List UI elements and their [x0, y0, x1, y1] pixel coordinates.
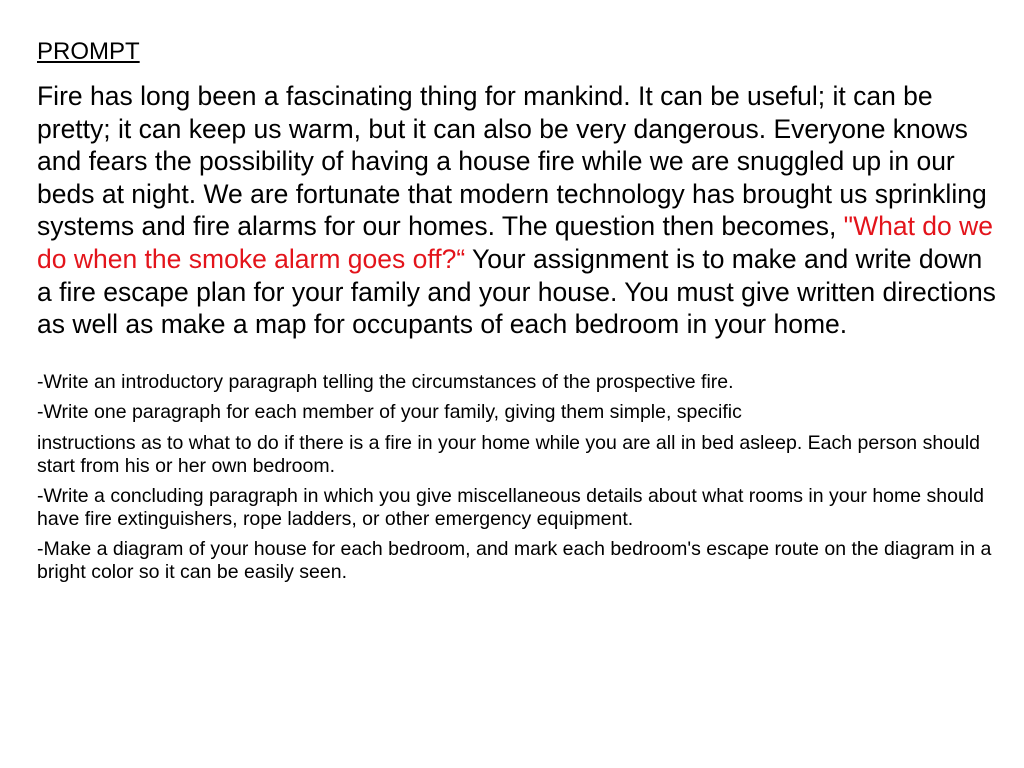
prompt-heading: PROMPT	[37, 38, 140, 65]
instructions-list	[37, 371, 997, 584]
slide-content	[37, 36, 997, 592]
instruction-item-diagram: -Make a diagram of your house for each bedroom, and mark each bedroom's escape route on the diagram in a bright color so it can be easily seen.	[37, 538, 992, 583]
prompt-text-after: Your assignment is to make and write down a fire escape plan for your family and your house. You must give written directions as well as make a map for occupants of each bedroom in your home.	[37, 243, 996, 340]
instruction-item-intro: -Write an introductory paragraph telling the circumstances of the prospective fire.	[37, 370, 734, 393]
instruction-item-conclusion: -Write a concluding paragraph in which you give miscellaneous details about what rooms in your home should have fire extinguishers, rope ladders, or other emergency equipment.	[37, 485, 984, 530]
instruction-item-family	[37, 401, 997, 477]
instruction-family-line1: -Write one paragraph for each member of your family, giving them simple, specific	[37, 401, 742, 424]
instruction-family-line2: instructions as to what to do if there is a fire in your home while you are all in bed asleep. Each person should start from his or her own bedroom.	[37, 431, 981, 477]
prompt-text-before: Fire has long been a fascinating thing for mankind. It can be useful; it can be pretty; it can keep us warm, but it can also be very dangerous. Everyone knows and fears the possibility of having a house fire while we are snuggled up in our beds at night. We are fortunate that modern technology has brought us sprinkling systems and fire alarms for our homes. The question then becomes,	[37, 81, 987, 242]
prompt-paragraph	[37, 80, 997, 341]
prompt-highlight-question: "What do we do when the smoke alarm goes off?“	[37, 211, 994, 274]
